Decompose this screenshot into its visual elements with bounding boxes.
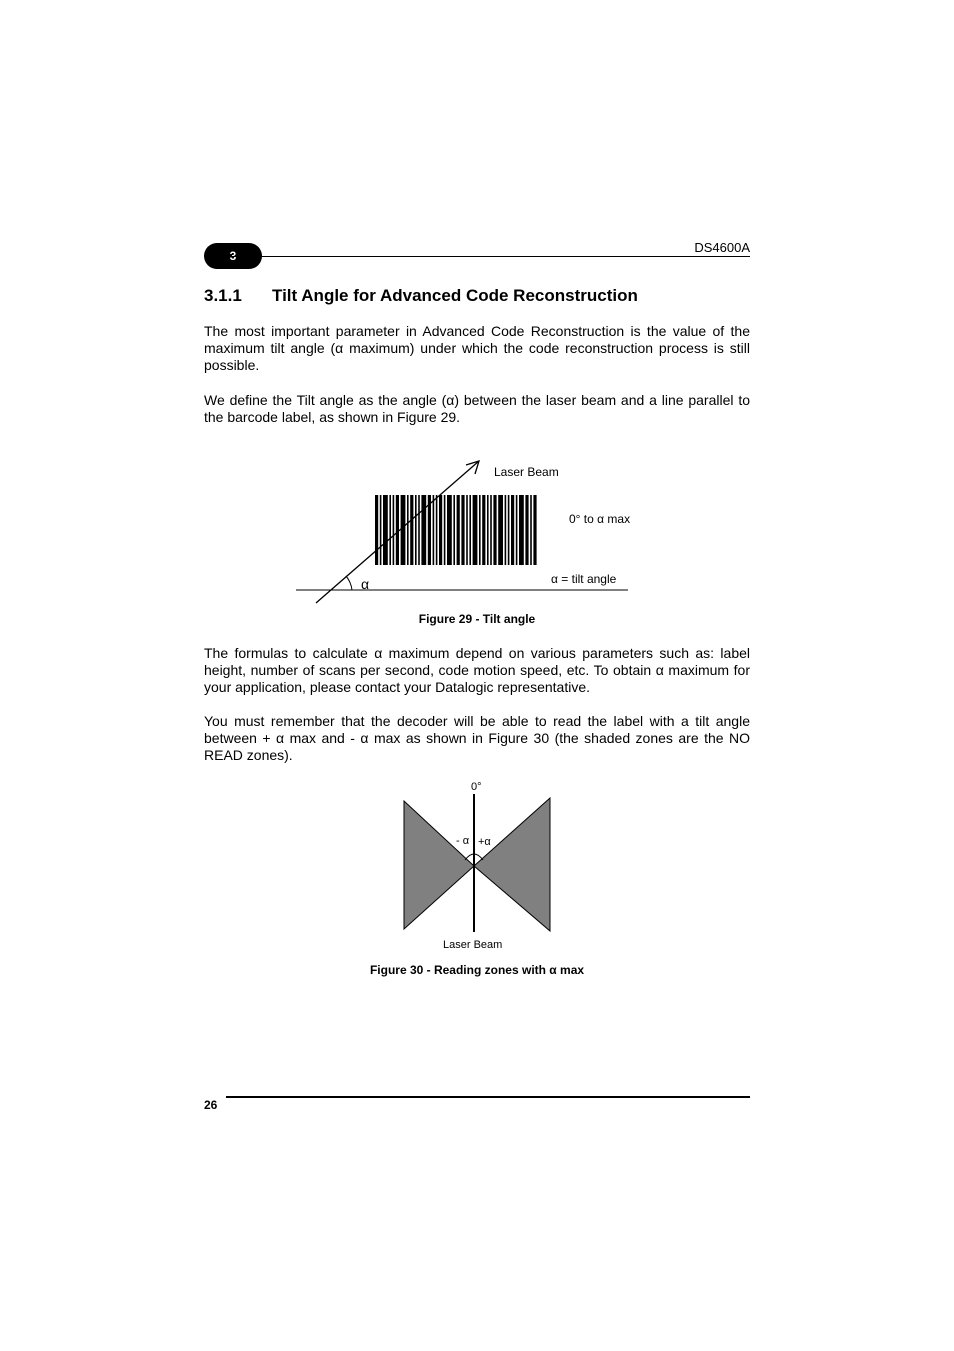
barcode-bar [439,495,442,565]
barcode-bar [380,495,382,565]
paragraph-1: The most important parameter in Advanced Code Reconstruction is the value of the maximum tilt angle (α maximum) under which the code reconstruction process is still possible. [204,323,750,373]
paragraph-2: We define the Tilt angle as the angle (α) between the laser beam and a line parallel to the barcode label, as shown in Figure 29. [204,392,750,425]
barcode-bar [383,495,388,565]
barcode-bar [482,495,485,565]
barcode-bar [389,495,391,565]
paragraph-4: You must remember that the decoder will be able to read the label with a tilt angle between + α max and - α max as shown in Figure 30 (the shaded zones are the NO READ zones). [204,713,750,763]
zero-degree-label: 0° [471,781,482,793]
barcode-bar [479,495,481,565]
section-number: 3.1.1 [204,286,242,305]
barcode-bar [505,495,507,565]
barcode-bar [490,495,492,565]
barcode-bar [461,495,464,565]
footer-rule [226,1096,750,1098]
barcode-bar [401,495,406,565]
barcode-bar [433,495,435,565]
barcode-bar [447,495,452,565]
tilt-definition-label: α = tilt angle [551,572,617,586]
barcode-bar [516,495,518,565]
barcode-bar [410,495,413,565]
document-code: DS4600A [694,240,750,255]
minus-alpha-label: - α [456,835,470,847]
section-heading [204,286,638,306]
barcode-bar [508,495,510,565]
barcode-bar [498,495,503,565]
barcode-bar [453,495,455,565]
barcode-bar [466,495,468,565]
barcode-bar [444,495,446,565]
barcode-bar [530,495,532,565]
tilt-angle-arc [346,576,352,590]
barcode-bar [473,495,478,565]
tilt-angle-figure [290,455,650,610]
alpha-angle-label: α [361,576,370,592]
barcode-bar [393,495,395,565]
barcode-bar [436,495,438,565]
chapter-badge: 3 [204,243,262,269]
header-rule [232,256,750,257]
angle-range-label: 0° to α max [569,512,631,526]
figure-30-caption: Figure 30 - Reading zones with α max [369,963,585,977]
barcode-bar [533,495,536,565]
barcode-bar [525,495,528,565]
barcode-bar [407,495,409,565]
figure-29-caption: Figure 29 - Tilt angle [418,612,536,626]
barcode-bar [415,495,417,565]
no-read-zone-right [474,798,550,931]
barcode-bar [457,495,460,565]
barcode-bar [418,495,420,565]
barcode-bar [421,495,426,565]
page-number: 26 [204,1098,218,1112]
paragraph-3: The formulas to calculate α maximum depend on various parameters such as: label height, number of scans per second, code motion speed, etc. To obtain α maximum for your application, please contact your Datalogic representative. [204,645,750,695]
barcode-bar [511,495,514,565]
barcode-bar [519,495,524,565]
section-title: Tilt Angle for Advanced Code Reconstruction [272,286,638,305]
barcode-bar [469,495,471,565]
barcode-bar [375,495,378,565]
no-read-zone-left [404,801,474,929]
reading-zones-figure [396,776,560,954]
barcode-bar [396,495,399,565]
plus-alpha-label: +α [478,836,491,848]
barcode-bar [487,495,489,565]
laser-beam-label: Laser Beam [494,465,559,479]
laser-beam-label-fig30: Laser Beam [443,939,503,951]
barcode-bar [493,495,496,565]
